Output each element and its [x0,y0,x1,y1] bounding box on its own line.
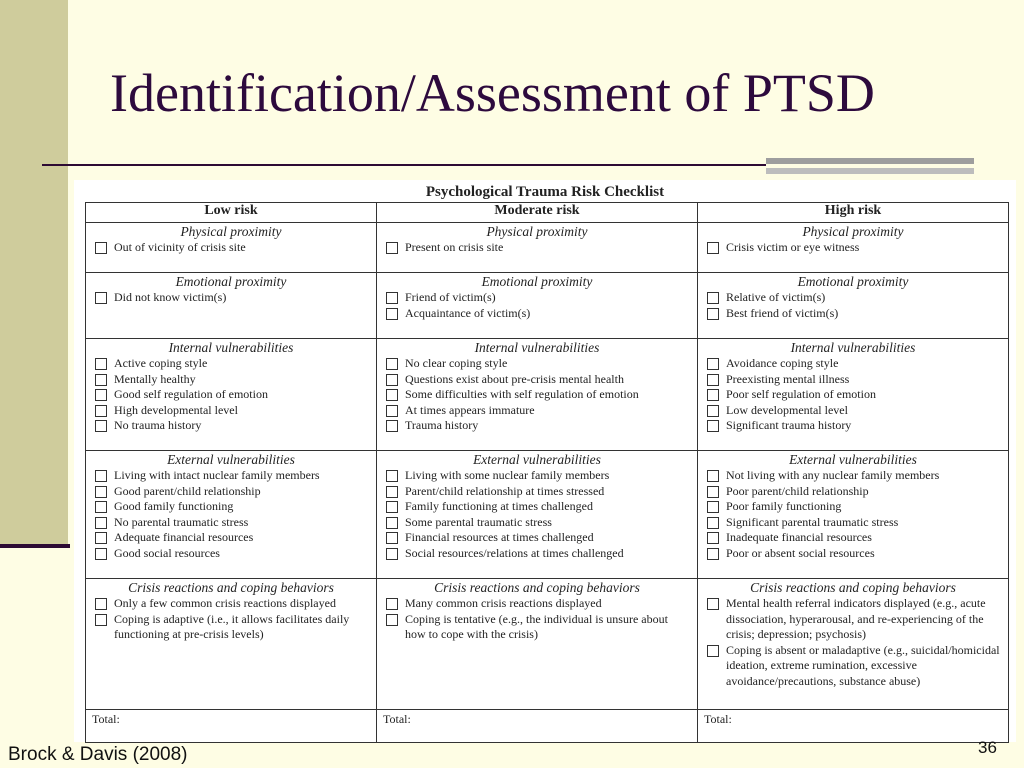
checklist-item [92,530,370,546]
section-row [86,451,1009,579]
section-row [86,223,1009,273]
checklist-item-label: Good family functioning [114,499,234,513]
checkbox[interactable] [707,358,719,370]
checkbox[interactable] [95,242,107,254]
total-label: Total: [704,712,732,726]
section-heading: Emotional proximity [481,274,593,289]
section-heading: Crisis reactions and coping behaviors [434,580,640,595]
section-row [86,579,1009,710]
cell-low-risk [86,223,377,273]
page-number: 36 [978,738,997,757]
checkbox[interactable] [95,292,107,304]
checklist-item-label: Acquaintance of victim(s) [405,305,531,320]
checkbox[interactable] [95,532,107,544]
section-heading: Physical proximity [180,224,282,239]
section-heading: Crisis reactions and coping behaviors [128,580,334,595]
section-row [86,273,1009,339]
checklist-item-label: Many common crisis reactions displayed [405,596,602,610]
checklist-title: Psychological Trauma Risk Checklist [425,184,665,200]
checklist-item [92,240,370,256]
checklist-item-label: Friend of victim(s) [405,290,496,304]
cell-moderate-risk [377,223,698,273]
checkbox[interactable] [707,548,719,560]
checklist-item-label: Mentally healthy [114,371,196,386]
checkbox[interactable] [707,389,719,401]
checklist-item-label: Financial resources at times challenged [405,530,594,544]
checklist-item [383,612,691,643]
checkbox[interactable] [386,548,398,560]
section-heading: Emotional proximity [797,274,909,289]
column-header-high-risk: High risk [698,203,1009,223]
checkbox[interactable] [707,374,719,386]
left-band-divider [0,544,70,548]
checklist-item-label: Good social resources [114,545,220,560]
risk-checklist [74,180,1016,742]
checklist-item-label: Crisis victim or eye witness [726,240,860,254]
checklist-item-label: Some parental traumatic stress [405,514,552,529]
checklist-item [704,515,1002,531]
checklist-item [383,387,691,403]
checkbox[interactable] [707,645,719,657]
checklist-item [704,596,1002,643]
checkbox[interactable] [95,389,107,401]
checklist-item [704,387,1002,403]
checkbox[interactable] [707,308,719,320]
checklist-item-label: Coping is adaptive (i.e., it allows facilitates daily functioning at pre-crisis levels) [114,611,350,641]
checklist-item [92,499,370,515]
checklist-item-label: Poor family functioning [726,499,842,513]
checkbox[interactable] [386,614,398,626]
header-row [86,203,1009,223]
checkbox[interactable] [386,405,398,417]
checklist-item [383,356,691,372]
checklist-item [704,643,1002,690]
citation: Brock & Davis (2008) [8,744,188,765]
checklist-item-label: Living with intact nuclear family members [114,468,320,482]
checklist-item [383,418,691,434]
checklist-item-label: No clear coping style [405,356,508,370]
checkbox[interactable] [386,242,398,254]
checkbox[interactable] [95,405,107,417]
total-cell-high-risk [698,710,1009,743]
checklist-item-label: Poor self regulation of emotion [726,387,876,401]
checklist-item-label: Social resources/relations at times challenged [405,545,624,560]
checklist-item [92,612,370,643]
cell-moderate-risk [377,451,698,579]
total-label: Total: [92,712,120,726]
checklist-item-label: Good self regulation of emotion [114,387,268,401]
checklist-item-label: Good parent/child relationship [114,483,261,498]
checklist-item [92,290,370,306]
checklist-item-label: Coping is tentative (e.g., the individual is unsure about how to cope with the crisis) [405,611,668,641]
cell-low-risk [86,579,377,710]
checklist-item [92,546,370,562]
section-heading: Physical proximity [802,224,904,239]
checklist-item-label: Present on crisis site [405,240,504,254]
checkbox[interactable] [386,598,398,610]
checkbox[interactable] [386,358,398,370]
section-heading: External vulnerabilities [789,452,917,467]
checkbox[interactable] [707,501,719,513]
checklist-item-label: Only a few common crisis reactions displayed [114,596,336,610]
checklist-item [383,372,691,388]
checklist-item-label: Inadequate financial resources [726,530,872,544]
checklist-item [383,306,691,322]
cell-high-risk [698,579,1009,710]
decorative-grey-bar [766,158,974,178]
cell-low-risk [86,273,377,339]
section-row [86,339,1009,451]
checklist-item [383,515,691,531]
checkbox[interactable] [386,501,398,513]
total-label: Total: [383,712,411,726]
section-heading: External vulnerabilities [473,452,601,467]
checklist-item [704,290,1002,306]
checkbox[interactable] [95,470,107,482]
section-heading: Internal vulnerabilities [474,340,600,355]
checklist-item-label: No parental traumatic stress [114,514,249,529]
checklist-item-label: Preexisting mental illness [726,371,850,386]
checklist-item [92,515,370,531]
checklist-item-label: Did not know victim(s) [114,290,227,304]
cell-high-risk [698,223,1009,273]
checklist-item [383,403,691,419]
checklist-item [92,403,370,419]
checklist-item [383,290,691,306]
checklist-item-label: Active coping style [114,356,208,370]
section-heading: Crisis reactions and coping behaviors [750,580,956,595]
checklist-item [92,372,370,388]
checkbox[interactable] [386,470,398,482]
total-cell-low-risk [86,710,377,743]
cell-moderate-risk [377,273,698,339]
checklist-item-label: High developmental level [114,402,238,417]
checkbox[interactable] [386,308,398,320]
cell-low-risk [86,451,377,579]
checklist-item-label: Some difficulties with self regulation of emotion [405,387,639,401]
checklist-item-label: Parent/child relationship at times stressed [405,483,605,498]
slide-title: Identification/Assessment of PTSD [110,63,875,123]
checklist-item-label: Out of vicinity of crisis site [114,240,246,254]
cell-low-risk [86,339,377,451]
checkbox[interactable] [95,486,107,498]
checkbox[interactable] [707,405,719,417]
checklist-item [704,306,1002,322]
checkbox[interactable] [386,420,398,432]
checkbox[interactable] [95,501,107,513]
section-heading: Internal vulnerabilities [790,340,916,355]
section-heading: Emotional proximity [175,274,287,289]
checklist-item [704,403,1002,419]
checkbox[interactable] [707,486,719,498]
checklist-item [383,484,691,500]
risk-table [85,202,1009,743]
checkbox[interactable] [386,532,398,544]
checkbox[interactable] [95,517,107,529]
checkbox[interactable] [95,374,107,386]
checklist-item-label: At times appears immature [405,402,535,417]
checkbox[interactable] [386,486,398,498]
checklist-item-label: Living with some nuclear family members [405,468,610,482]
checkbox[interactable] [386,374,398,386]
checkbox[interactable] [707,598,719,610]
section-heading: Internal vulnerabilities [168,340,294,355]
checklist-item [704,546,1002,562]
checklist-item [383,468,691,484]
column-header-low-risk: Low risk [86,203,377,223]
total-cell-moderate-risk [377,710,698,743]
checklist-item-label: Questions exist about pre-crisis mental health [405,371,624,386]
checkbox[interactable] [95,598,107,610]
checkbox[interactable] [95,358,107,370]
checklist-item [704,530,1002,546]
checklist-item [383,240,691,256]
checklist-item [92,418,370,434]
checklist-item [383,530,691,546]
checklist-item [92,387,370,403]
checklist-item-label: Significant parental traumatic stress [726,514,899,529]
checklist-item-label: Relative of victim(s) [726,290,826,304]
section-heading: External vulnerabilities [167,452,295,467]
checklist-item [383,596,691,612]
checklist-item [704,356,1002,372]
checklist-item-label: Poor parent/child relationship [726,483,869,498]
checklist-item-label: Family functioning at times challenged [405,499,593,513]
checklist-item [704,484,1002,500]
checkbox[interactable] [95,614,107,626]
total-row [86,710,1009,743]
cell-high-risk [698,451,1009,579]
checkbox[interactable] [95,548,107,560]
checkbox[interactable] [386,389,398,401]
checklist-item [92,596,370,612]
left-decorative-band [0,0,68,548]
section-heading: Physical proximity [486,224,588,239]
checklist-item-label: Not living with any nuclear family members [726,468,940,482]
checklist-item [704,468,1002,484]
checklist-item-label: Trauma history [405,418,479,432]
checklist-item-label: Best friend of victim(s) [726,305,839,320]
checklist-item [704,418,1002,434]
cell-moderate-risk [377,579,698,710]
checklist-item-label: No trauma history [114,418,202,432]
checklist-item [92,356,370,372]
checklist-item [704,372,1002,388]
checklist-item [92,468,370,484]
checkbox[interactable] [707,532,719,544]
checkbox[interactable] [707,420,719,432]
checklist-item-label: Low developmental level [726,402,848,417]
cell-high-risk [698,273,1009,339]
checklist-item [383,499,691,515]
column-header-moderate-risk: Moderate risk [377,203,698,223]
checklist-item-label: Avoidance coping style [726,356,839,370]
checkbox[interactable] [386,517,398,529]
checklist-item-label: Coping is absent or maladaptive (e.g., suicidal/homicidal ideation, extreme rumination, excessive avoidance/precautions, substance abuse) [726,642,1000,688]
cell-high-risk [698,339,1009,451]
checkbox[interactable] [707,470,719,482]
checklist-item [704,240,1002,256]
checklist-item-label: Significant trauma history [726,418,852,432]
checklist-item [383,546,691,562]
checklist-item [92,484,370,500]
checklist-item [704,499,1002,515]
checkbox[interactable] [707,242,719,254]
checkbox[interactable] [95,420,107,432]
checklist-item-label: Adequate financial resources [114,530,254,544]
checkbox[interactable] [707,517,719,529]
checkbox[interactable] [707,292,719,304]
checkbox[interactable] [386,292,398,304]
cell-moderate-risk [377,339,698,451]
checklist-item-label: Mental health referral indicators displayed (e.g., acute dissociation, hyperarousal, and re-experiencing of the crisis; depression; psychosis) [726,596,986,641]
checklist-item-label: Poor or absent social resources [726,545,875,560]
